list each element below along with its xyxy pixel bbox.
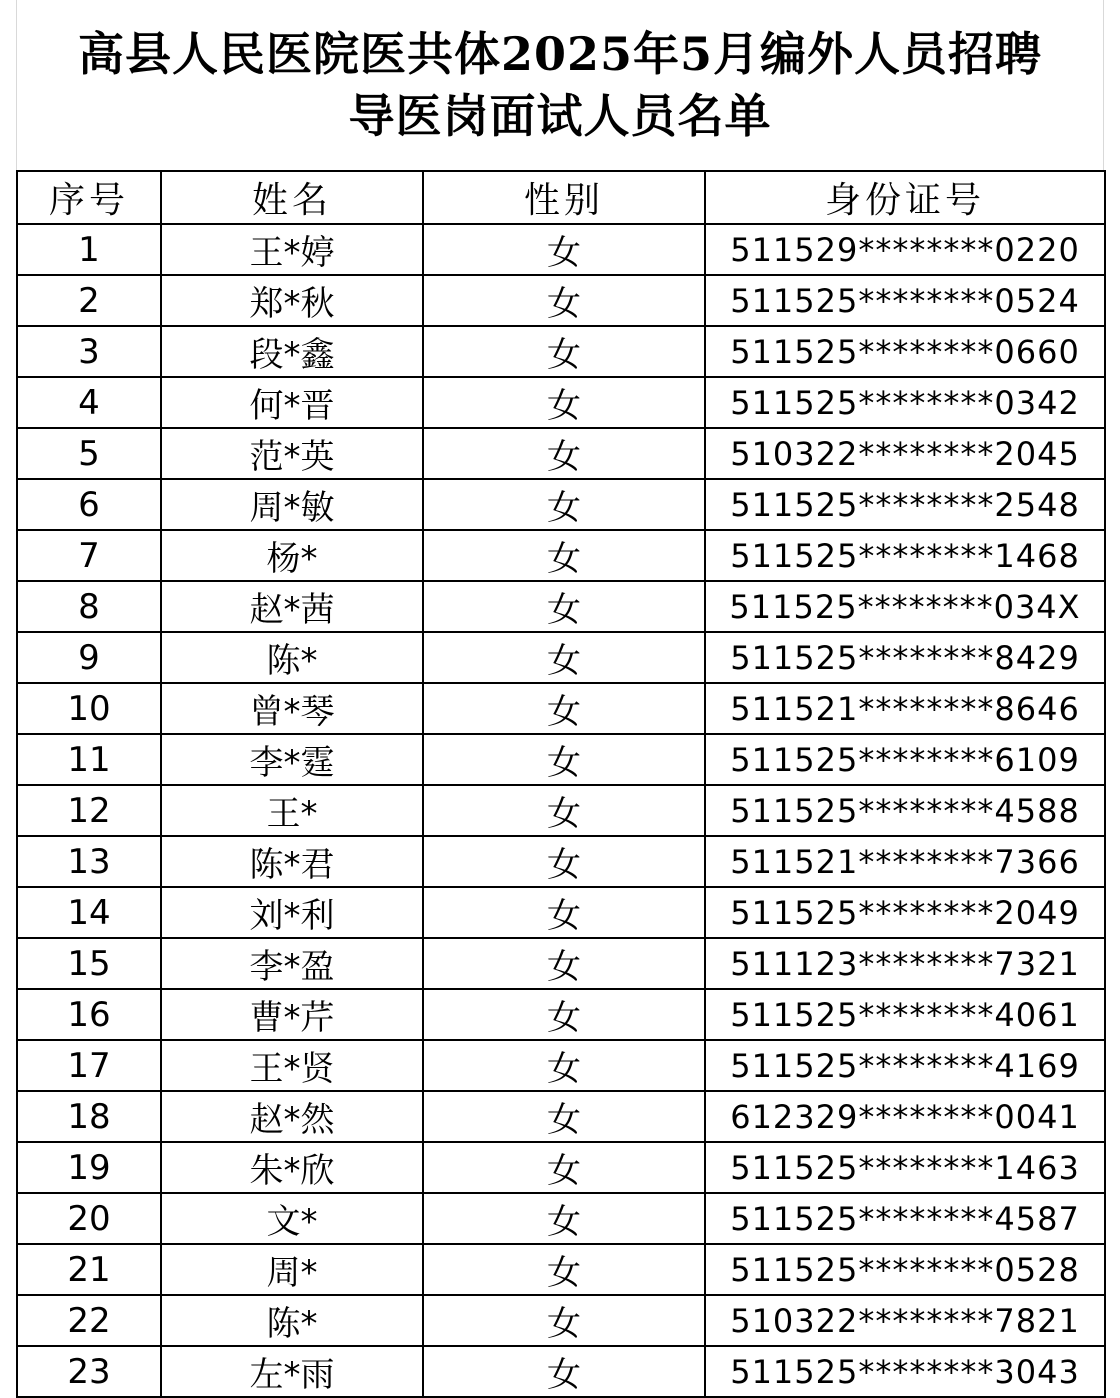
cell-gender: 女	[423, 1040, 705, 1091]
cell-id-number: 511525********4169	[705, 1040, 1105, 1091]
table-row	[17, 1295, 1105, 1346]
cell-name: 郑*秋	[161, 275, 423, 326]
cell-gender: 女	[423, 1346, 705, 1397]
table-row	[17, 836, 1105, 887]
cell-serial-number: 16	[17, 989, 161, 1040]
cell-id-number: 612329********0041	[705, 1091, 1105, 1142]
cell-id-number: 511525********3043	[705, 1346, 1105, 1397]
cell-gender: 女	[423, 530, 705, 581]
cell-id-number: 511525********1463	[705, 1142, 1105, 1193]
cell-serial-number: 21	[17, 1244, 161, 1295]
table-row	[17, 377, 1105, 428]
header-gender: 性别	[423, 171, 705, 224]
cell-serial-number: 1	[17, 224, 161, 275]
cell-serial-number: 8	[17, 581, 161, 632]
table-body	[17, 224, 1105, 1397]
cell-gender: 女	[423, 275, 705, 326]
cell-id-number: 511525********0524	[705, 275, 1105, 326]
table-row	[17, 1091, 1105, 1142]
title-line-2: 导医岗面试人员名单	[348, 89, 772, 143]
table-row	[17, 1142, 1105, 1193]
cell-serial-number: 7	[17, 530, 161, 581]
table-row	[17, 632, 1105, 683]
table-row	[17, 989, 1105, 1040]
cell-id-number: 511525********4061	[705, 989, 1105, 1040]
table-row	[17, 887, 1105, 938]
cell-serial-number: 15	[17, 938, 161, 989]
header-id-number: 身份证号	[705, 171, 1105, 224]
cell-serial-number: 12	[17, 785, 161, 836]
table-row	[17, 1040, 1105, 1091]
table-header-row	[17, 171, 1105, 224]
cell-name: 王*贤	[161, 1040, 423, 1091]
cell-gender: 女	[423, 1244, 705, 1295]
cell-id-number: 510322********2045	[705, 428, 1105, 479]
cell-serial-number: 19	[17, 1142, 161, 1193]
cell-gender: 女	[423, 428, 705, 479]
cell-name: 王*	[161, 785, 423, 836]
cell-serial-number: 23	[17, 1346, 161, 1397]
cell-gender: 女	[423, 479, 705, 530]
cell-name: 范*英	[161, 428, 423, 479]
cell-name: 曹*芹	[161, 989, 423, 1040]
table-row	[17, 938, 1105, 989]
cell-name: 刘*利	[161, 887, 423, 938]
cell-gender: 女	[423, 1295, 705, 1346]
cell-serial-number: 11	[17, 734, 161, 785]
table-row	[17, 683, 1105, 734]
cell-gender: 女	[423, 683, 705, 734]
candidate-table	[16, 170, 1106, 1398]
cell-name: 杨*	[161, 530, 423, 581]
cell-gender: 女	[423, 836, 705, 887]
cell-gender: 女	[423, 989, 705, 1040]
cell-serial-number: 18	[17, 1091, 161, 1142]
table-row	[17, 428, 1105, 479]
cell-gender: 女	[423, 581, 705, 632]
cell-gender: 女	[423, 938, 705, 989]
document-title	[16, 0, 1104, 170]
cell-id-number: 511123********7321	[705, 938, 1105, 989]
cell-id-number: 511525********0528	[705, 1244, 1105, 1295]
table-row	[17, 1346, 1105, 1397]
cell-gender: 女	[423, 326, 705, 377]
table-row	[17, 224, 1105, 275]
table-row	[17, 326, 1105, 377]
cell-gender: 女	[423, 224, 705, 275]
cell-gender: 女	[423, 377, 705, 428]
table-row	[17, 734, 1105, 785]
header-serial-number: 序号	[17, 171, 161, 224]
cell-gender: 女	[423, 1142, 705, 1193]
cell-id-number: 511525********2049	[705, 887, 1105, 938]
cell-name: 何*晋	[161, 377, 423, 428]
cell-serial-number: 10	[17, 683, 161, 734]
cell-gender: 女	[423, 887, 705, 938]
cell-gender: 女	[423, 1193, 705, 1244]
table-row	[17, 275, 1105, 326]
cell-serial-number: 13	[17, 836, 161, 887]
cell-serial-number: 3	[17, 326, 161, 377]
cell-id-number: 511525********4587	[705, 1193, 1105, 1244]
cell-gender: 女	[423, 632, 705, 683]
cell-id-number: 511525********034X	[705, 581, 1105, 632]
cell-id-number: 511529********0220	[705, 224, 1105, 275]
cell-serial-number: 20	[17, 1193, 161, 1244]
cell-serial-number: 6	[17, 479, 161, 530]
table-row	[17, 479, 1105, 530]
cell-name: 赵*茜	[161, 581, 423, 632]
cell-name: 陈*君	[161, 836, 423, 887]
cell-id-number: 511525********0660	[705, 326, 1105, 377]
table-row	[17, 581, 1105, 632]
title-line-1: 高县人民医院医共体2025年5月编外人员招聘	[77, 27, 1043, 81]
cell-serial-number: 4	[17, 377, 161, 428]
cell-id-number: 511525********8429	[705, 632, 1105, 683]
cell-id-number: 511525********2548	[705, 479, 1105, 530]
cell-name: 陈*	[161, 632, 423, 683]
cell-name: 文*	[161, 1193, 423, 1244]
cell-serial-number: 5	[17, 428, 161, 479]
cell-name: 周*	[161, 1244, 423, 1295]
cell-id-number: 511525********1468	[705, 530, 1105, 581]
cell-gender: 女	[423, 1091, 705, 1142]
cell-name: 陈*	[161, 1295, 423, 1346]
header-name: 姓名	[161, 171, 423, 224]
cell-id-number: 510322********7821	[705, 1295, 1105, 1346]
table-row	[17, 1193, 1105, 1244]
cell-id-number: 511521********8646	[705, 683, 1105, 734]
cell-id-number: 511525********6109	[705, 734, 1105, 785]
cell-gender: 女	[423, 734, 705, 785]
cell-gender: 女	[423, 785, 705, 836]
cell-name: 李*霆	[161, 734, 423, 785]
cell-name: 段*鑫	[161, 326, 423, 377]
cell-serial-number: 9	[17, 632, 161, 683]
cell-serial-number: 2	[17, 275, 161, 326]
cell-serial-number: 22	[17, 1295, 161, 1346]
cell-name: 曾*琴	[161, 683, 423, 734]
table-row	[17, 530, 1105, 581]
cell-name: 李*盈	[161, 938, 423, 989]
cell-name: 王*婷	[161, 224, 423, 275]
cell-serial-number: 17	[17, 1040, 161, 1091]
table-row	[17, 1244, 1105, 1295]
cell-serial-number: 14	[17, 887, 161, 938]
cell-name: 赵*然	[161, 1091, 423, 1142]
cell-name: 左*雨	[161, 1346, 423, 1397]
table-row	[17, 785, 1105, 836]
cell-id-number: 511525********0342	[705, 377, 1105, 428]
cell-name: 周*敏	[161, 479, 423, 530]
cell-id-number: 511521********7366	[705, 836, 1105, 887]
document-sheet	[16, 0, 1104, 1398]
cell-name: 朱*欣	[161, 1142, 423, 1193]
cell-id-number: 511525********4588	[705, 785, 1105, 836]
